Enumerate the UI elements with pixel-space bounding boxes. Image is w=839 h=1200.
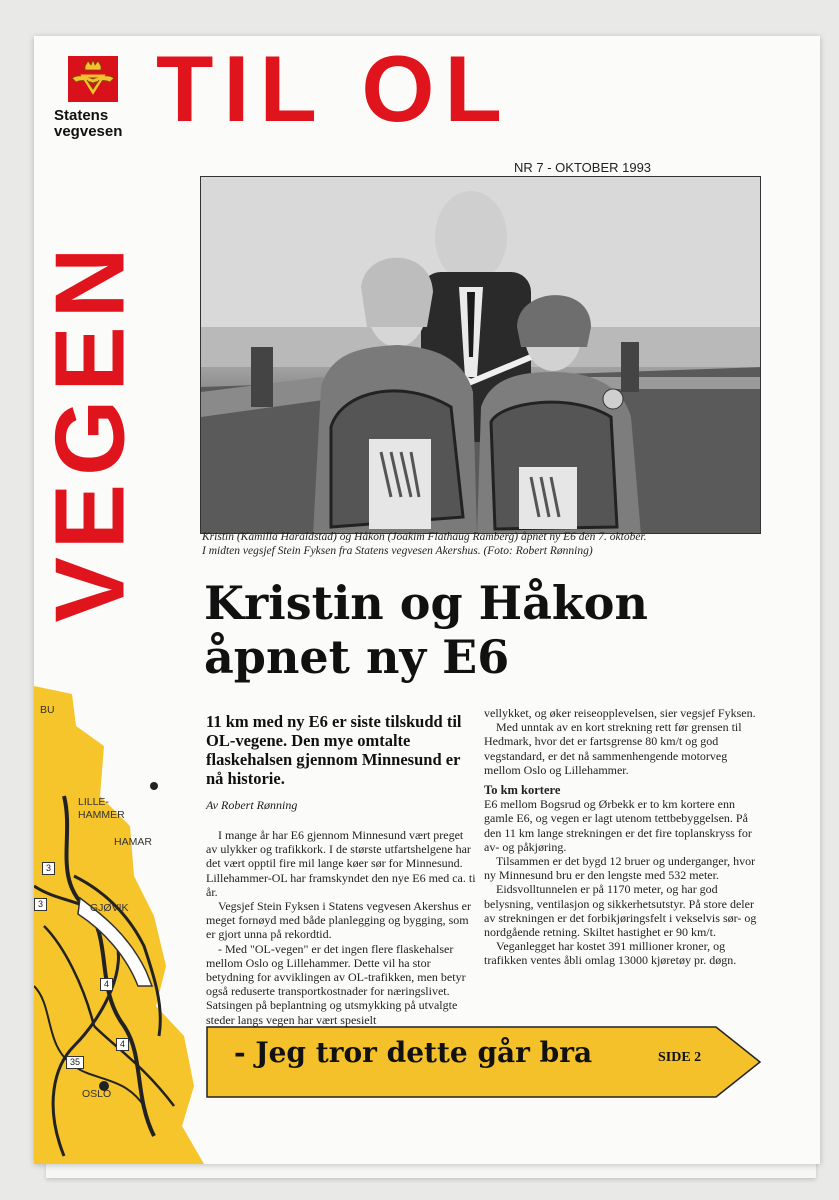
crown-emblem-icon (68, 56, 118, 102)
vertical-title-text: VEGEN (34, 239, 145, 623)
map-label: HAMAR (114, 836, 152, 848)
cover-photo (200, 176, 761, 534)
paragraph: Vegsjef Stein Fyksen i Statens vegvesen Akershus er meget fornøyd med både planlegging og bygging, som er gjort unna på rekordtid. (206, 899, 471, 942)
map-label: BU (40, 704, 55, 716)
paragraph: E6 mellom Bogsrud og Ørbekk er to km kortere enn gamle E6, og vegen er lagt utenom tettbebyggelsen. På den 11 km lange strekningen er det fire toplanskryss for av- og påkjøring. (484, 797, 752, 854)
article-column-2 (484, 706, 766, 968)
map-label: OSLO (82, 1088, 112, 1100)
paragraph: Tilsammen er det bygd 12 bruer og underganger, hvor ny Minnesund bru er den lengste med 532 meter. (484, 854, 756, 883)
caption-line2: I midten vegsjef Stein Fyksen fra Statens vegvesen Akershus. (Foto: Robert Rønning) (202, 545, 593, 557)
photo-caption (202, 530, 762, 558)
headline-line2: åpnet ny E6 (204, 630, 510, 684)
issue-number: NR 7 - OKTOBER 1993 (514, 160, 652, 175)
statens-vegvesen-logo (54, 56, 144, 140)
article-lead: 11 km med ny E6 er siste tilskudd til OL-vegene. Den mye omtalte flaskehalsen gjennom Minnesund er nå historie. (206, 712, 462, 788)
paragraph: Eidsvolltunnelen er på 1170 meter, og har god belysning, ventilasjon og sikkerhetsutstyr. På store deler av strekningen er det forbikjøringsfelt i vekselvis sør- og nordgående retning. Skiltet hastighet er 90 km/t. (484, 882, 757, 940)
paragraph: I mange år har E6 gjennom Minnesund vært preget av ulykker og trafikkork. I de største utfartshelgene har det vært opptil fire mil lange køer sør for Minnesund. Lillehammer-OL har framskyndet den nye E6 med ca. ti år. (206, 828, 476, 899)
paragraph: vellykket, og øker reiseopplevelsen, sier vegsjef Fyksen. (484, 706, 756, 720)
caption-line1: Kristin (Kamilla Haraldstad) og Håkon (Joakim Flathaug Ramberg) åpnet ny E6 den 7. oktober. (202, 531, 647, 543)
vertical-title (34, 176, 145, 686)
newspaper-page (34, 36, 820, 1164)
logo-text-line2: vegvesen (54, 123, 123, 140)
article-headline (204, 576, 784, 684)
road-number-badge: 4 (116, 1038, 129, 1051)
paragraph: - Med "OL-vegen" er det ingen flere flaskehalser mellom Oslo og Lillehammer. Dette vil ha stor betydning for avviklingen av OL-trafikken, men betyr også reduserte transportkostnader for næringslivet. Satsingen på beplantning og utsmykking på utvalgte steder langs vegen har vært spesielt (206, 941, 466, 1027)
map-label: GJØVIK (90, 902, 129, 914)
road-number-badge: 3 (42, 862, 55, 875)
torn-map-strip (34, 686, 204, 1164)
article-byline: Av Robert Rønning (206, 798, 298, 812)
paragraph: Veganlegget har kostet 391 millioner kroner, og trafikken ventes åbli omlag 13000 kjøretøy pr. døgn. (484, 939, 737, 968)
road-number-badge: 35 (66, 1056, 84, 1069)
article-column-1 (206, 828, 476, 1027)
map-label: HAMMER (78, 809, 125, 821)
masthead-title: TIL OL (156, 36, 512, 141)
road-number-badge: 3 (34, 898, 47, 911)
map-label: LILLE- (78, 796, 109, 808)
logo-text-line1: Statens (54, 107, 109, 124)
road-number-badge: 4 (100, 978, 113, 991)
article-subhead: To km kortere (484, 783, 561, 798)
paragraph: Med unntak av en kort strekning rett før grensen til Hedmark, hvor det er fartsgrense 80 km/t og god vegstandard, er det nå sammenhengende motorveg mellom Oslo og Lillehammer. (484, 720, 742, 777)
headline-line1: Kristin og Håkon (204, 576, 648, 630)
teaser-page-ref: SIDE 2 (658, 1050, 702, 1065)
teaser-banner (206, 1026, 762, 1098)
teaser-text: - Jeg tror dette går bra (234, 1036, 593, 1069)
